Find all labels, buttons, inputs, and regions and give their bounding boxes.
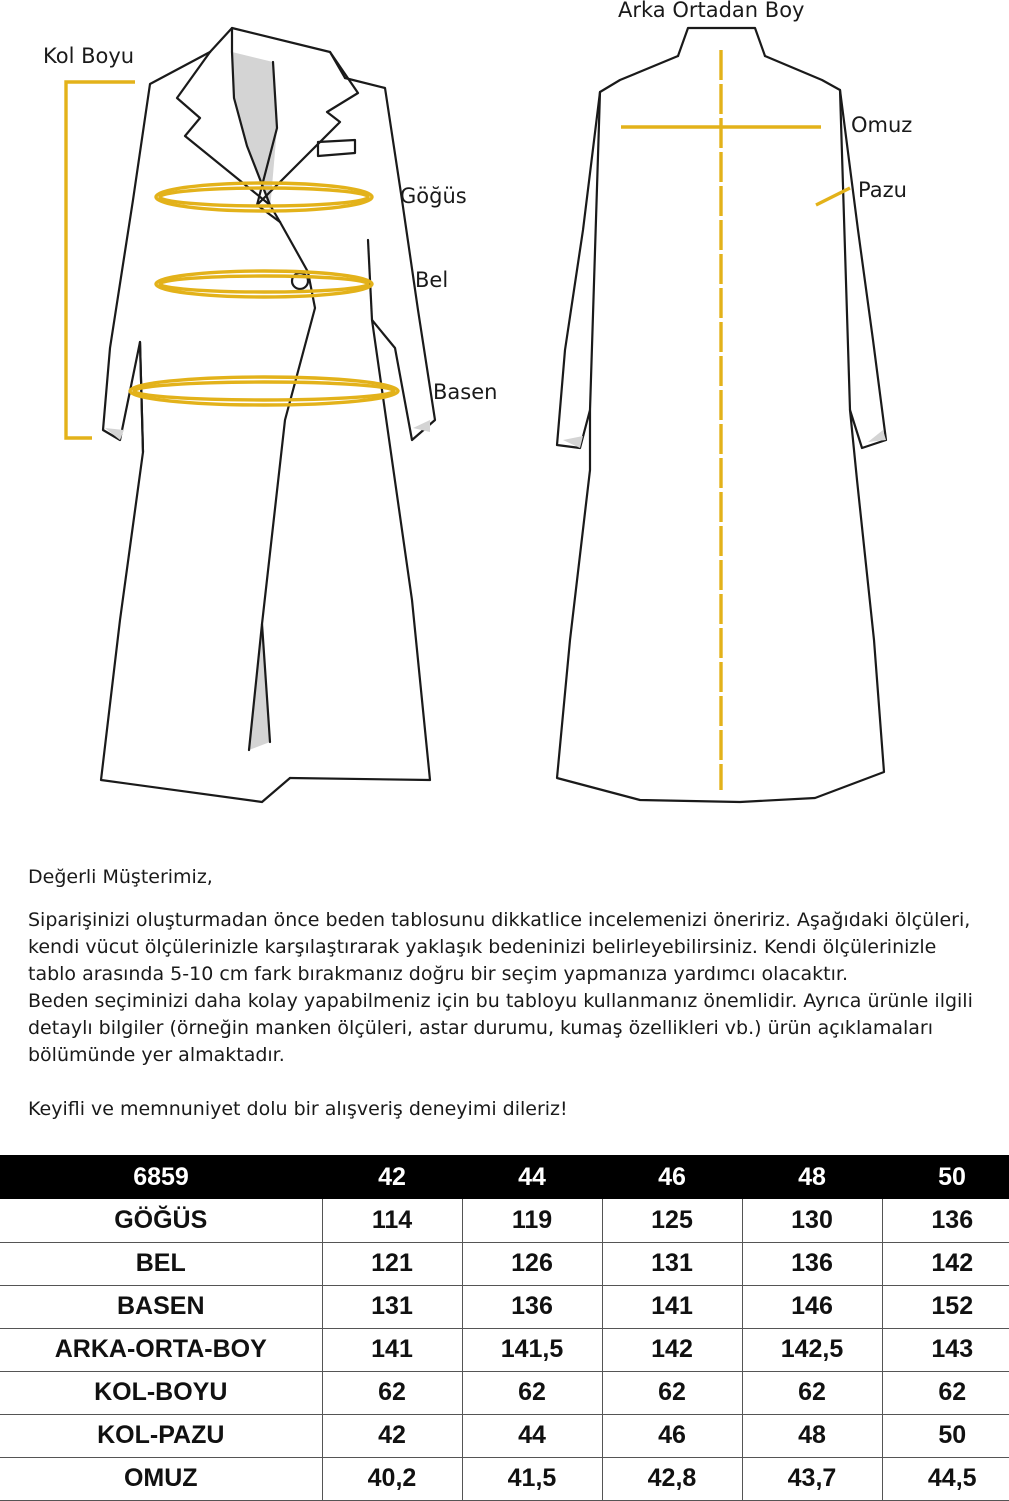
table-cell: 40,2 [322,1457,462,1500]
table-row [0,1285,1009,1328]
table-row [0,1371,1009,1414]
table-cell: 125 [602,1199,742,1242]
table-cell: 126 [462,1242,602,1285]
header-model-code: 6859 [133,1162,189,1191]
table-row [0,1328,1009,1371]
label-arka-ortadan-boy: Arka Ortadan Boy [618,0,805,22]
table-cell: 130 [742,1199,882,1242]
table-cell: 42,8 [602,1457,742,1500]
table-cell: 136 [882,1199,1009,1242]
label-bel: Bel [415,268,449,292]
table-cell: 62 [322,1371,462,1414]
table-cell: 152 [882,1285,1009,1328]
header-size: 50 [938,1162,966,1191]
front-coat [101,28,435,802]
label-kol-boyu: Kol Boyu [43,44,135,68]
table-cell: 141 [322,1328,462,1371]
size-chart-table [0,1155,1009,1501]
table-cell: 146 [742,1285,882,1328]
table-cell: 62 [462,1371,602,1414]
row-label: KOL-PAZU [0,1414,322,1457]
header-size: 44 [518,1162,546,1191]
table-cell: 42 [322,1414,462,1457]
row-label: BEL [0,1242,322,1285]
row-label: OMUZ [0,1457,322,1500]
table-cell: 136 [742,1242,882,1285]
label-gogus: Göğüs [400,184,467,208]
notice-closing: Keyifli ve memnuniyet dolu bir alışveriş deneyimi dileriz! [28,1098,568,1120]
size-table-body [0,1199,1009,1500]
table-cell: 44,5 [882,1457,1009,1500]
row-label: GÖĞÜS [0,1199,322,1242]
table-row [0,1457,1009,1500]
row-label: BASEN [0,1285,322,1328]
row-label: ARKA-ORTA-BOY [0,1328,322,1371]
table-cell: 48 [742,1414,882,1457]
table-cell: 131 [322,1285,462,1328]
table-cell: 62 [742,1371,882,1414]
notice-greeting: Değerli Müşterimiz, [28,866,213,888]
label-omuz: Omuz [851,113,913,137]
label-basen: Basen [433,380,498,404]
table-cell: 142 [882,1242,1009,1285]
header-size: 48 [798,1162,826,1191]
header-row [0,1155,1009,1199]
table-row [0,1414,1009,1457]
table-cell: 43,7 [742,1457,882,1500]
bicep-line [816,188,850,205]
label-pazu: Pazu [858,178,907,202]
table-cell: 41,5 [462,1457,602,1500]
customer-notice [28,864,988,1123]
measurement-lines [66,50,850,790]
table-cell: 141 [602,1285,742,1328]
table-cell: 143 [882,1328,1009,1371]
table-row [0,1242,1009,1285]
size-table-header [0,1155,1009,1199]
table-cell: 50 [882,1414,1009,1457]
table-cell: 62 [602,1371,742,1414]
header-size: 42 [378,1162,406,1191]
row-label: KOL-BOYU [0,1371,322,1414]
table-cell: 121 [322,1242,462,1285]
table-cell: 44 [462,1414,602,1457]
table-cell: 46 [602,1414,742,1457]
table-cell: 142 [602,1328,742,1371]
table-cell: 114 [322,1199,462,1242]
header-size: 46 [658,1162,686,1191]
table-row [0,1199,1009,1242]
table-cell: 131 [602,1242,742,1285]
table-cell: 62 [882,1371,1009,1414]
table-cell: 136 [462,1285,602,1328]
notice-paragraph-2: Beden seçiminizi daha kolay yapabilmeniz için bu tabloyu kullanmanız önemlidir. Ayrıca ürünle ilgili detaylı bilgiler (örneğin manken ölçüleri, astar durumu, kumaş özellikleri vb.) ürün açıklamaları bölümünde yer almaktadır. [28,990,973,1066]
table-cell: 119 [462,1199,602,1242]
table-cell: 142,5 [742,1328,882,1371]
table-cell: 141,5 [462,1328,602,1371]
notice-paragraph-1: Siparişinizi oluşturmadan önce beden tablosunu dikkatlice incelemenizi öneririz. Aşağıdaki ölçüleri, kendi vücut ölçülerinizle karşılaştırarak yaklaşık bedeninizi belirleyebilirsiniz. Kendi ölçülerinizle tablo arasında 5-10 cm fark bırakmanız doğru bir seçim yapmanıza yardımcı olacaktır. [28,909,971,985]
